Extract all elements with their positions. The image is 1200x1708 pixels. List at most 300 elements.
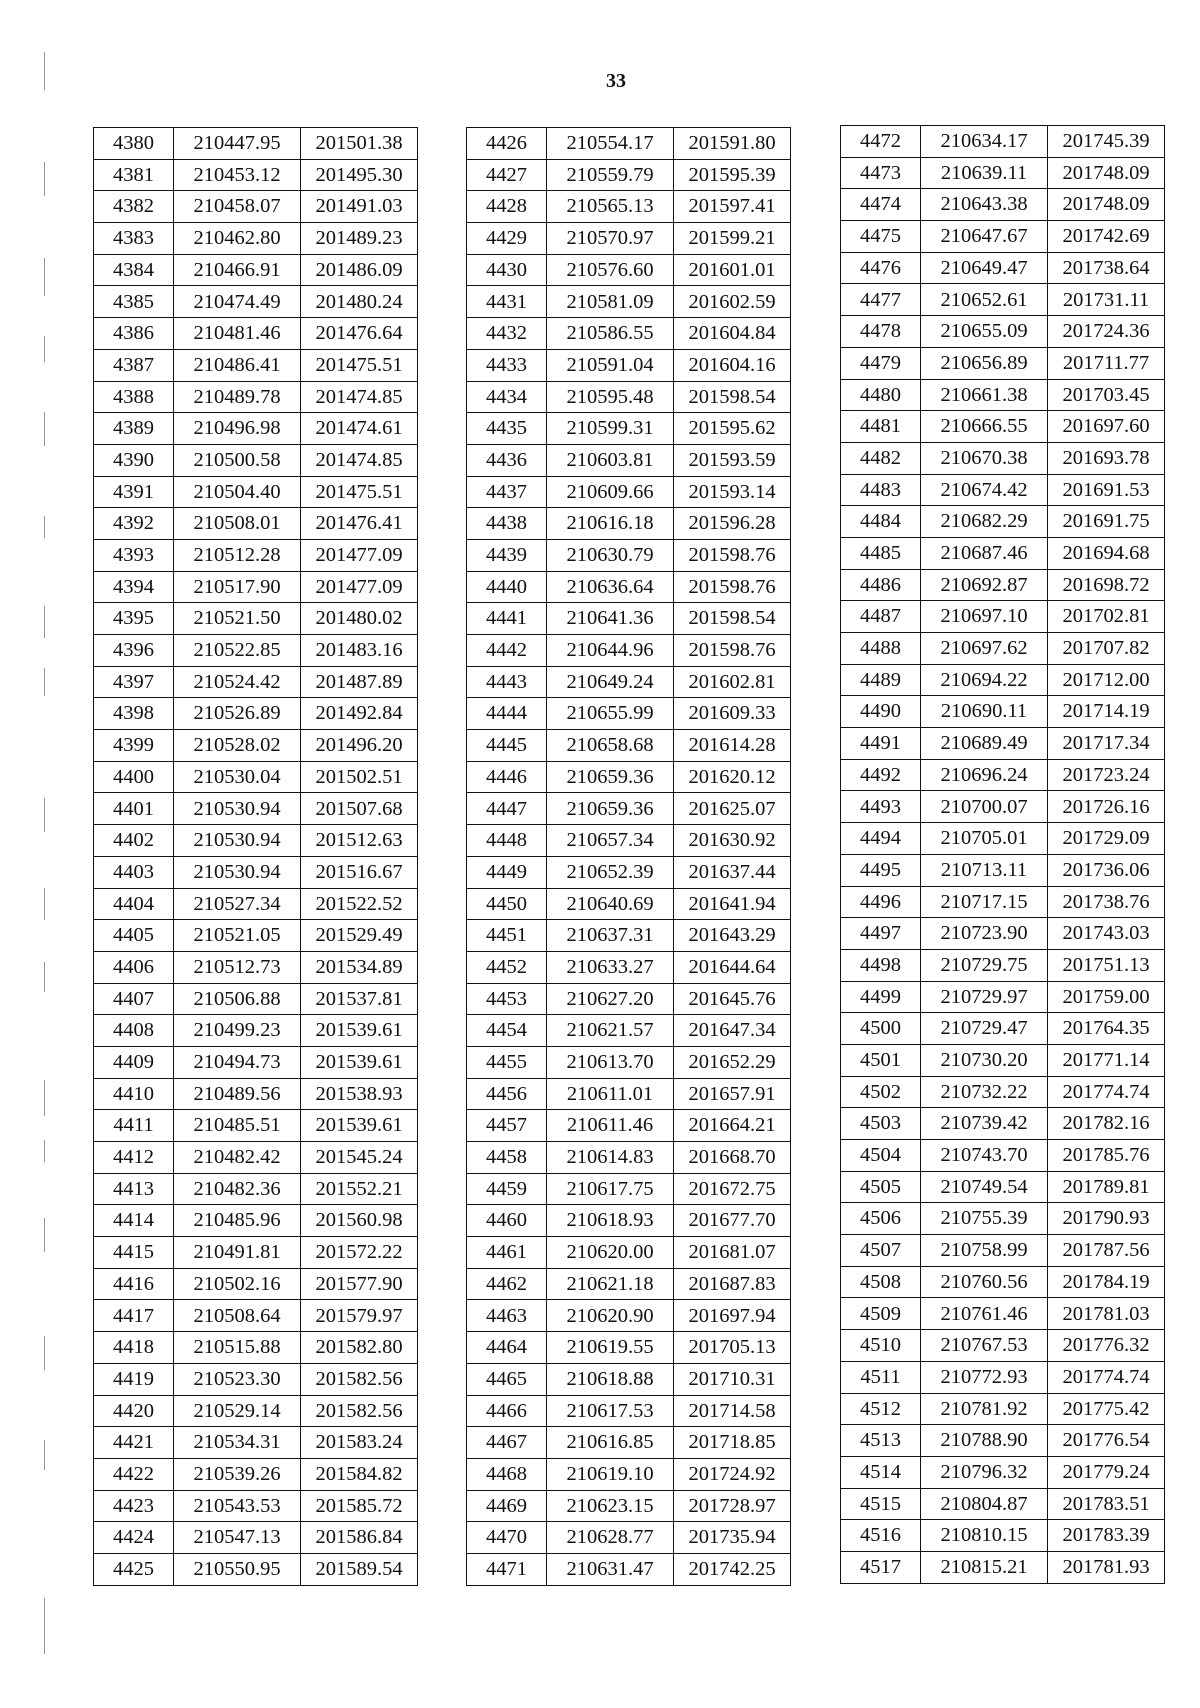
table-row — [841, 1076, 1165, 1108]
point-number-cell: 4461 — [467, 1237, 547, 1269]
point-number-cell: 4448 — [467, 825, 547, 857]
table-row — [467, 349, 791, 381]
table-row — [467, 888, 791, 920]
point-number-cell: 4473 — [841, 157, 921, 189]
table-row — [841, 886, 1165, 918]
x-coordinate-cell: 210494.73 — [174, 1046, 301, 1078]
point-number-cell: 4494 — [841, 823, 921, 855]
x-coordinate-cell: 210617.53 — [547, 1395, 674, 1427]
point-number-cell: 4400 — [94, 761, 174, 793]
point-number-cell: 4406 — [94, 951, 174, 983]
table-row — [841, 442, 1165, 474]
table-row — [94, 191, 418, 223]
x-coordinate-cell: 210526.89 — [174, 698, 301, 730]
point-number-cell: 4479 — [841, 347, 921, 379]
point-number-cell: 4466 — [467, 1395, 547, 1427]
point-number-cell: 4439 — [467, 539, 547, 571]
x-coordinate-cell: 210767.53 — [921, 1330, 1048, 1362]
x-coordinate-cell: 210453.12 — [174, 159, 301, 191]
table-row — [841, 347, 1165, 379]
x-coordinate-cell: 210696.24 — [921, 759, 1048, 791]
point-number-cell: 4509 — [841, 1298, 921, 1330]
table-row — [94, 698, 418, 730]
point-number-cell: 4507 — [841, 1235, 921, 1267]
point-number-cell: 4458 — [467, 1142, 547, 1174]
point-number-cell: 4467 — [467, 1427, 547, 1459]
x-coordinate-cell: 210485.51 — [174, 1110, 301, 1142]
x-coordinate-cell: 210758.99 — [921, 1235, 1048, 1267]
x-coordinate-cell: 210506.88 — [174, 983, 301, 1015]
x-coordinate-cell: 210611.01 — [547, 1078, 674, 1110]
x-coordinate-cell: 210502.16 — [174, 1268, 301, 1300]
x-coordinate-cell: 210521.05 — [174, 920, 301, 952]
point-number-cell: 4513 — [841, 1425, 921, 1457]
y-coordinate-cell: 201475.51 — [301, 349, 418, 381]
x-coordinate-cell: 210666.55 — [921, 411, 1048, 443]
coordinate-table-1 — [93, 127, 418, 1586]
x-coordinate-cell: 210636.64 — [547, 571, 674, 603]
x-coordinate-cell: 210504.40 — [174, 476, 301, 508]
point-number-cell: 4414 — [94, 1205, 174, 1237]
y-coordinate-cell: 201751.13 — [1048, 949, 1165, 981]
x-coordinate-cell: 210619.55 — [547, 1332, 674, 1364]
point-number-cell: 4404 — [94, 888, 174, 920]
point-number-cell: 4480 — [841, 379, 921, 411]
x-coordinate-cell: 210618.93 — [547, 1205, 674, 1237]
point-number-cell: 4490 — [841, 696, 921, 728]
table-row — [467, 413, 791, 445]
table-row — [467, 1300, 791, 1332]
point-number-cell: 4416 — [94, 1268, 174, 1300]
y-coordinate-cell: 201598.76 — [674, 539, 791, 571]
y-coordinate-cell: 201597.41 — [674, 191, 791, 223]
point-number-cell: 4410 — [94, 1078, 174, 1110]
table-row — [841, 854, 1165, 886]
y-coordinate-cell: 201723.24 — [1048, 759, 1165, 791]
table-row — [94, 318, 418, 350]
y-coordinate-cell: 201742.69 — [1048, 221, 1165, 253]
table-row — [467, 1205, 791, 1237]
table-row — [94, 635, 418, 667]
y-coordinate-cell: 201507.68 — [301, 793, 418, 825]
table-row — [94, 571, 418, 603]
y-coordinate-cell: 201668.70 — [674, 1142, 791, 1174]
table-row — [467, 1427, 791, 1459]
x-coordinate-cell: 210657.34 — [547, 825, 674, 857]
point-number-cell: 4402 — [94, 825, 174, 857]
x-coordinate-cell: 210815.21 — [921, 1551, 1048, 1583]
table-row — [94, 1490, 418, 1522]
x-coordinate-cell: 210761.46 — [921, 1298, 1048, 1330]
point-number-cell: 4447 — [467, 793, 547, 825]
y-coordinate-cell: 201495.30 — [301, 159, 418, 191]
y-coordinate-cell: 201595.39 — [674, 159, 791, 191]
table-row — [841, 1361, 1165, 1393]
x-coordinate-cell: 210496.98 — [174, 413, 301, 445]
table-row — [94, 1142, 418, 1174]
y-coordinate-cell: 201586.84 — [301, 1522, 418, 1554]
y-coordinate-cell: 201630.92 — [674, 825, 791, 857]
table-row — [841, 823, 1165, 855]
point-number-cell: 4388 — [94, 381, 174, 413]
y-coordinate-cell: 201601.01 — [674, 254, 791, 286]
y-coordinate-cell: 201694.68 — [1048, 537, 1165, 569]
x-coordinate-cell: 210687.46 — [921, 537, 1048, 569]
table-row — [841, 1044, 1165, 1076]
table-row — [841, 1013, 1165, 1045]
point-number-cell: 4422 — [94, 1458, 174, 1490]
table-row — [841, 1108, 1165, 1140]
table-row — [841, 949, 1165, 981]
x-coordinate-cell: 210489.56 — [174, 1078, 301, 1110]
y-coordinate-cell: 201593.14 — [674, 476, 791, 508]
point-number-cell: 4498 — [841, 949, 921, 981]
y-coordinate-cell: 201534.89 — [301, 951, 418, 983]
point-number-cell: 4495 — [841, 854, 921, 886]
point-number-cell: 4382 — [94, 191, 174, 223]
x-coordinate-cell: 210633.27 — [547, 951, 674, 983]
x-coordinate-cell: 210723.90 — [921, 918, 1048, 950]
point-number-cell: 4417 — [94, 1300, 174, 1332]
table-row — [467, 1046, 791, 1078]
x-coordinate-cell: 210658.68 — [547, 730, 674, 762]
y-coordinate-cell: 201477.09 — [301, 539, 418, 571]
x-coordinate-cell: 210641.36 — [547, 603, 674, 635]
table-row — [841, 157, 1165, 189]
x-coordinate-cell: 210755.39 — [921, 1203, 1048, 1235]
y-coordinate-cell: 201785.76 — [1048, 1140, 1165, 1172]
point-number-cell: 4405 — [94, 920, 174, 952]
point-number-cell: 4449 — [467, 856, 547, 888]
point-number-cell: 4508 — [841, 1266, 921, 1298]
y-coordinate-cell: 201759.00 — [1048, 981, 1165, 1013]
table-row — [841, 1393, 1165, 1425]
point-number-cell: 4499 — [841, 981, 921, 1013]
y-coordinate-cell: 201529.49 — [301, 920, 418, 952]
y-coordinate-cell: 201697.60 — [1048, 411, 1165, 443]
y-coordinate-cell: 201577.90 — [301, 1268, 418, 1300]
x-coordinate-cell: 210486.41 — [174, 349, 301, 381]
x-coordinate-cell: 210491.81 — [174, 1237, 301, 1269]
x-coordinate-cell: 210570.97 — [547, 223, 674, 255]
table-row — [94, 1553, 418, 1585]
table-row — [841, 633, 1165, 665]
x-coordinate-cell: 210730.20 — [921, 1044, 1048, 1076]
point-number-cell: 4391 — [94, 476, 174, 508]
y-coordinate-cell: 201480.02 — [301, 603, 418, 635]
table-row — [841, 1456, 1165, 1488]
point-number-cell: 4496 — [841, 886, 921, 918]
x-coordinate-cell: 210661.38 — [921, 379, 1048, 411]
point-number-cell: 4399 — [94, 730, 174, 762]
x-coordinate-cell: 210517.90 — [174, 571, 301, 603]
x-coordinate-cell: 210614.83 — [547, 1142, 674, 1174]
point-number-cell: 4386 — [94, 318, 174, 350]
table-row — [467, 223, 791, 255]
point-number-cell: 4443 — [467, 666, 547, 698]
x-coordinate-cell: 210700.07 — [921, 791, 1048, 823]
y-coordinate-cell: 201707.82 — [1048, 633, 1165, 665]
point-number-cell: 4472 — [841, 126, 921, 158]
y-coordinate-cell: 201702.81 — [1048, 601, 1165, 633]
table-row — [467, 508, 791, 540]
x-coordinate-cell: 210512.73 — [174, 951, 301, 983]
x-coordinate-cell: 210508.01 — [174, 508, 301, 540]
y-coordinate-cell: 201644.64 — [674, 951, 791, 983]
y-coordinate-cell: 201474.61 — [301, 413, 418, 445]
x-coordinate-cell: 210613.70 — [547, 1046, 674, 1078]
table-row — [467, 1015, 791, 1047]
table-row — [467, 159, 791, 191]
y-coordinate-cell: 201491.03 — [301, 191, 418, 223]
y-coordinate-cell: 201743.03 — [1048, 918, 1165, 950]
x-coordinate-cell: 210617.75 — [547, 1173, 674, 1205]
y-coordinate-cell: 201585.72 — [301, 1490, 418, 1522]
x-coordinate-cell: 210512.28 — [174, 539, 301, 571]
x-coordinate-cell: 210523.30 — [174, 1363, 301, 1395]
x-coordinate-cell: 210618.88 — [547, 1363, 674, 1395]
x-coordinate-cell: 210644.96 — [547, 635, 674, 667]
table-row — [841, 1266, 1165, 1298]
y-coordinate-cell: 201545.24 — [301, 1142, 418, 1174]
table-row — [94, 888, 418, 920]
y-coordinate-cell: 201476.64 — [301, 318, 418, 350]
point-number-cell: 4384 — [94, 254, 174, 286]
coordinate-table-2 — [466, 127, 791, 1586]
point-number-cell: 4517 — [841, 1551, 921, 1583]
y-coordinate-cell: 201502.51 — [301, 761, 418, 793]
y-coordinate-cell: 201620.12 — [674, 761, 791, 793]
x-coordinate-cell: 210655.99 — [547, 698, 674, 730]
y-coordinate-cell: 201693.78 — [1048, 442, 1165, 474]
x-coordinate-cell: 210620.00 — [547, 1237, 674, 1269]
point-number-cell: 4423 — [94, 1490, 174, 1522]
point-number-cell: 4413 — [94, 1173, 174, 1205]
point-number-cell: 4488 — [841, 633, 921, 665]
point-number-cell: 4408 — [94, 1015, 174, 1047]
x-coordinate-cell: 210732.22 — [921, 1076, 1048, 1108]
x-coordinate-cell: 210481.46 — [174, 318, 301, 350]
x-coordinate-cell: 210694.22 — [921, 664, 1048, 696]
point-number-cell: 4484 — [841, 506, 921, 538]
point-number-cell: 4437 — [467, 476, 547, 508]
x-coordinate-cell: 210611.46 — [547, 1110, 674, 1142]
y-coordinate-cell: 201738.76 — [1048, 886, 1165, 918]
coordinate-table-3 — [840, 125, 1165, 1584]
point-number-cell: 4380 — [94, 128, 174, 160]
y-coordinate-cell: 201783.51 — [1048, 1488, 1165, 1520]
y-coordinate-cell: 201602.59 — [674, 286, 791, 318]
point-number-cell: 4486 — [841, 569, 921, 601]
y-coordinate-cell: 201714.19 — [1048, 696, 1165, 728]
x-coordinate-cell: 210521.50 — [174, 603, 301, 635]
table-row — [94, 951, 418, 983]
y-coordinate-cell: 201774.74 — [1048, 1361, 1165, 1393]
point-number-cell: 4397 — [94, 666, 174, 698]
y-coordinate-cell: 201735.94 — [674, 1522, 791, 1554]
y-coordinate-cell: 201604.84 — [674, 318, 791, 350]
x-coordinate-cell: 210489.78 — [174, 381, 301, 413]
table-row — [94, 983, 418, 1015]
x-coordinate-cell: 210524.42 — [174, 666, 301, 698]
point-number-cell: 4446 — [467, 761, 547, 793]
x-coordinate-cell: 210655.09 — [921, 316, 1048, 348]
table-row — [841, 696, 1165, 728]
point-number-cell: 4474 — [841, 189, 921, 221]
y-coordinate-cell: 201731.11 — [1048, 284, 1165, 316]
point-number-cell: 4444 — [467, 698, 547, 730]
y-coordinate-cell: 201501.38 — [301, 128, 418, 160]
table-row — [841, 474, 1165, 506]
y-coordinate-cell: 201604.16 — [674, 349, 791, 381]
page-number: 33 — [606, 70, 626, 92]
y-coordinate-cell: 201572.22 — [301, 1237, 418, 1269]
x-coordinate-cell: 210466.91 — [174, 254, 301, 286]
point-number-cell: 4403 — [94, 856, 174, 888]
table-row — [841, 981, 1165, 1013]
table-row — [94, 223, 418, 255]
point-number-cell: 4421 — [94, 1427, 174, 1459]
x-coordinate-cell: 210656.89 — [921, 347, 1048, 379]
point-number-cell: 4489 — [841, 664, 921, 696]
point-number-cell: 4483 — [841, 474, 921, 506]
table-row — [467, 1553, 791, 1585]
y-coordinate-cell: 201475.51 — [301, 476, 418, 508]
x-coordinate-cell: 210697.10 — [921, 601, 1048, 633]
x-coordinate-cell: 210474.49 — [174, 286, 301, 318]
point-number-cell: 4424 — [94, 1522, 174, 1554]
y-coordinate-cell: 201492.84 — [301, 698, 418, 730]
point-number-cell: 4431 — [467, 286, 547, 318]
y-coordinate-cell: 201789.81 — [1048, 1171, 1165, 1203]
table-row — [841, 1203, 1165, 1235]
point-number-cell: 4455 — [467, 1046, 547, 1078]
table-row — [94, 508, 418, 540]
y-coordinate-cell: 201582.56 — [301, 1363, 418, 1395]
x-coordinate-cell: 210543.53 — [174, 1490, 301, 1522]
x-coordinate-cell: 210599.31 — [547, 413, 674, 445]
table-row — [841, 759, 1165, 791]
x-coordinate-cell: 210616.18 — [547, 508, 674, 540]
y-coordinate-cell: 201477.09 — [301, 571, 418, 603]
x-coordinate-cell: 210627.20 — [547, 983, 674, 1015]
x-coordinate-cell: 210616.85 — [547, 1427, 674, 1459]
table-row — [94, 793, 418, 825]
table-row — [467, 1078, 791, 1110]
y-coordinate-cell: 201681.07 — [674, 1237, 791, 1269]
x-coordinate-cell: 210500.58 — [174, 444, 301, 476]
x-coordinate-cell: 210482.42 — [174, 1142, 301, 1174]
table-row — [467, 983, 791, 1015]
x-coordinate-cell: 210565.13 — [547, 191, 674, 223]
y-coordinate-cell: 201784.19 — [1048, 1266, 1165, 1298]
y-coordinate-cell: 201486.09 — [301, 254, 418, 286]
point-number-cell: 4445 — [467, 730, 547, 762]
table-row — [94, 1300, 418, 1332]
x-coordinate-cell: 210554.17 — [547, 128, 674, 160]
point-number-cell: 4456 — [467, 1078, 547, 1110]
x-coordinate-cell: 210530.94 — [174, 825, 301, 857]
y-coordinate-cell: 201614.28 — [674, 730, 791, 762]
point-number-cell: 4440 — [467, 571, 547, 603]
point-number-cell: 4435 — [467, 413, 547, 445]
point-number-cell: 4505 — [841, 1171, 921, 1203]
table-row — [94, 1237, 418, 1269]
table-row — [841, 601, 1165, 633]
y-coordinate-cell: 201598.54 — [674, 603, 791, 635]
table-row — [841, 1140, 1165, 1172]
table-row — [467, 318, 791, 350]
point-number-cell: 4460 — [467, 1205, 547, 1237]
y-coordinate-cell: 201705.13 — [674, 1332, 791, 1364]
x-coordinate-cell: 210609.66 — [547, 476, 674, 508]
x-coordinate-cell: 210682.29 — [921, 506, 1048, 538]
table-row — [467, 1237, 791, 1269]
x-coordinate-cell: 210749.54 — [921, 1171, 1048, 1203]
point-number-cell: 4390 — [94, 444, 174, 476]
table-row — [841, 379, 1165, 411]
point-number-cell: 4420 — [94, 1395, 174, 1427]
x-coordinate-cell: 210528.02 — [174, 730, 301, 762]
table-row — [467, 1490, 791, 1522]
y-coordinate-cell: 201698.72 — [1048, 569, 1165, 601]
table-row — [841, 221, 1165, 253]
table-row — [841, 1520, 1165, 1552]
y-coordinate-cell: 201522.52 — [301, 888, 418, 920]
x-coordinate-cell: 210515.88 — [174, 1332, 301, 1364]
y-coordinate-cell: 201476.41 — [301, 508, 418, 540]
y-coordinate-cell: 201672.75 — [674, 1173, 791, 1205]
point-number-cell: 4393 — [94, 539, 174, 571]
point-number-cell: 4451 — [467, 920, 547, 952]
table-row — [841, 506, 1165, 538]
x-coordinate-cell: 210659.36 — [547, 793, 674, 825]
point-number-cell: 4454 — [467, 1015, 547, 1047]
x-coordinate-cell: 210729.75 — [921, 949, 1048, 981]
point-number-cell: 4492 — [841, 759, 921, 791]
x-coordinate-cell: 210649.47 — [921, 252, 1048, 284]
y-coordinate-cell: 201539.61 — [301, 1046, 418, 1078]
y-coordinate-cell: 201596.28 — [674, 508, 791, 540]
table-row — [841, 918, 1165, 950]
table-row — [841, 1171, 1165, 1203]
x-coordinate-cell: 210623.15 — [547, 1490, 674, 1522]
point-number-cell: 4415 — [94, 1237, 174, 1269]
table-row — [841, 728, 1165, 760]
point-number-cell: 4493 — [841, 791, 921, 823]
table-row — [467, 286, 791, 318]
x-coordinate-cell: 210781.92 — [921, 1393, 1048, 1425]
point-number-cell: 4436 — [467, 444, 547, 476]
point-number-cell: 4497 — [841, 918, 921, 950]
table-row — [94, 1046, 418, 1078]
point-number-cell: 4504 — [841, 1140, 921, 1172]
x-coordinate-cell: 210760.56 — [921, 1266, 1048, 1298]
x-coordinate-cell: 210796.32 — [921, 1456, 1048, 1488]
point-number-cell: 4452 — [467, 951, 547, 983]
x-coordinate-cell: 210530.94 — [174, 856, 301, 888]
y-coordinate-cell: 201496.20 — [301, 730, 418, 762]
point-number-cell: 4401 — [94, 793, 174, 825]
y-coordinate-cell: 201726.16 — [1048, 791, 1165, 823]
point-number-cell: 4482 — [841, 442, 921, 474]
y-coordinate-cell: 201717.34 — [1048, 728, 1165, 760]
y-coordinate-cell: 201790.93 — [1048, 1203, 1165, 1235]
table-row — [94, 825, 418, 857]
y-coordinate-cell: 201745.39 — [1048, 126, 1165, 158]
table-row — [841, 1488, 1165, 1520]
table-row — [94, 1363, 418, 1395]
